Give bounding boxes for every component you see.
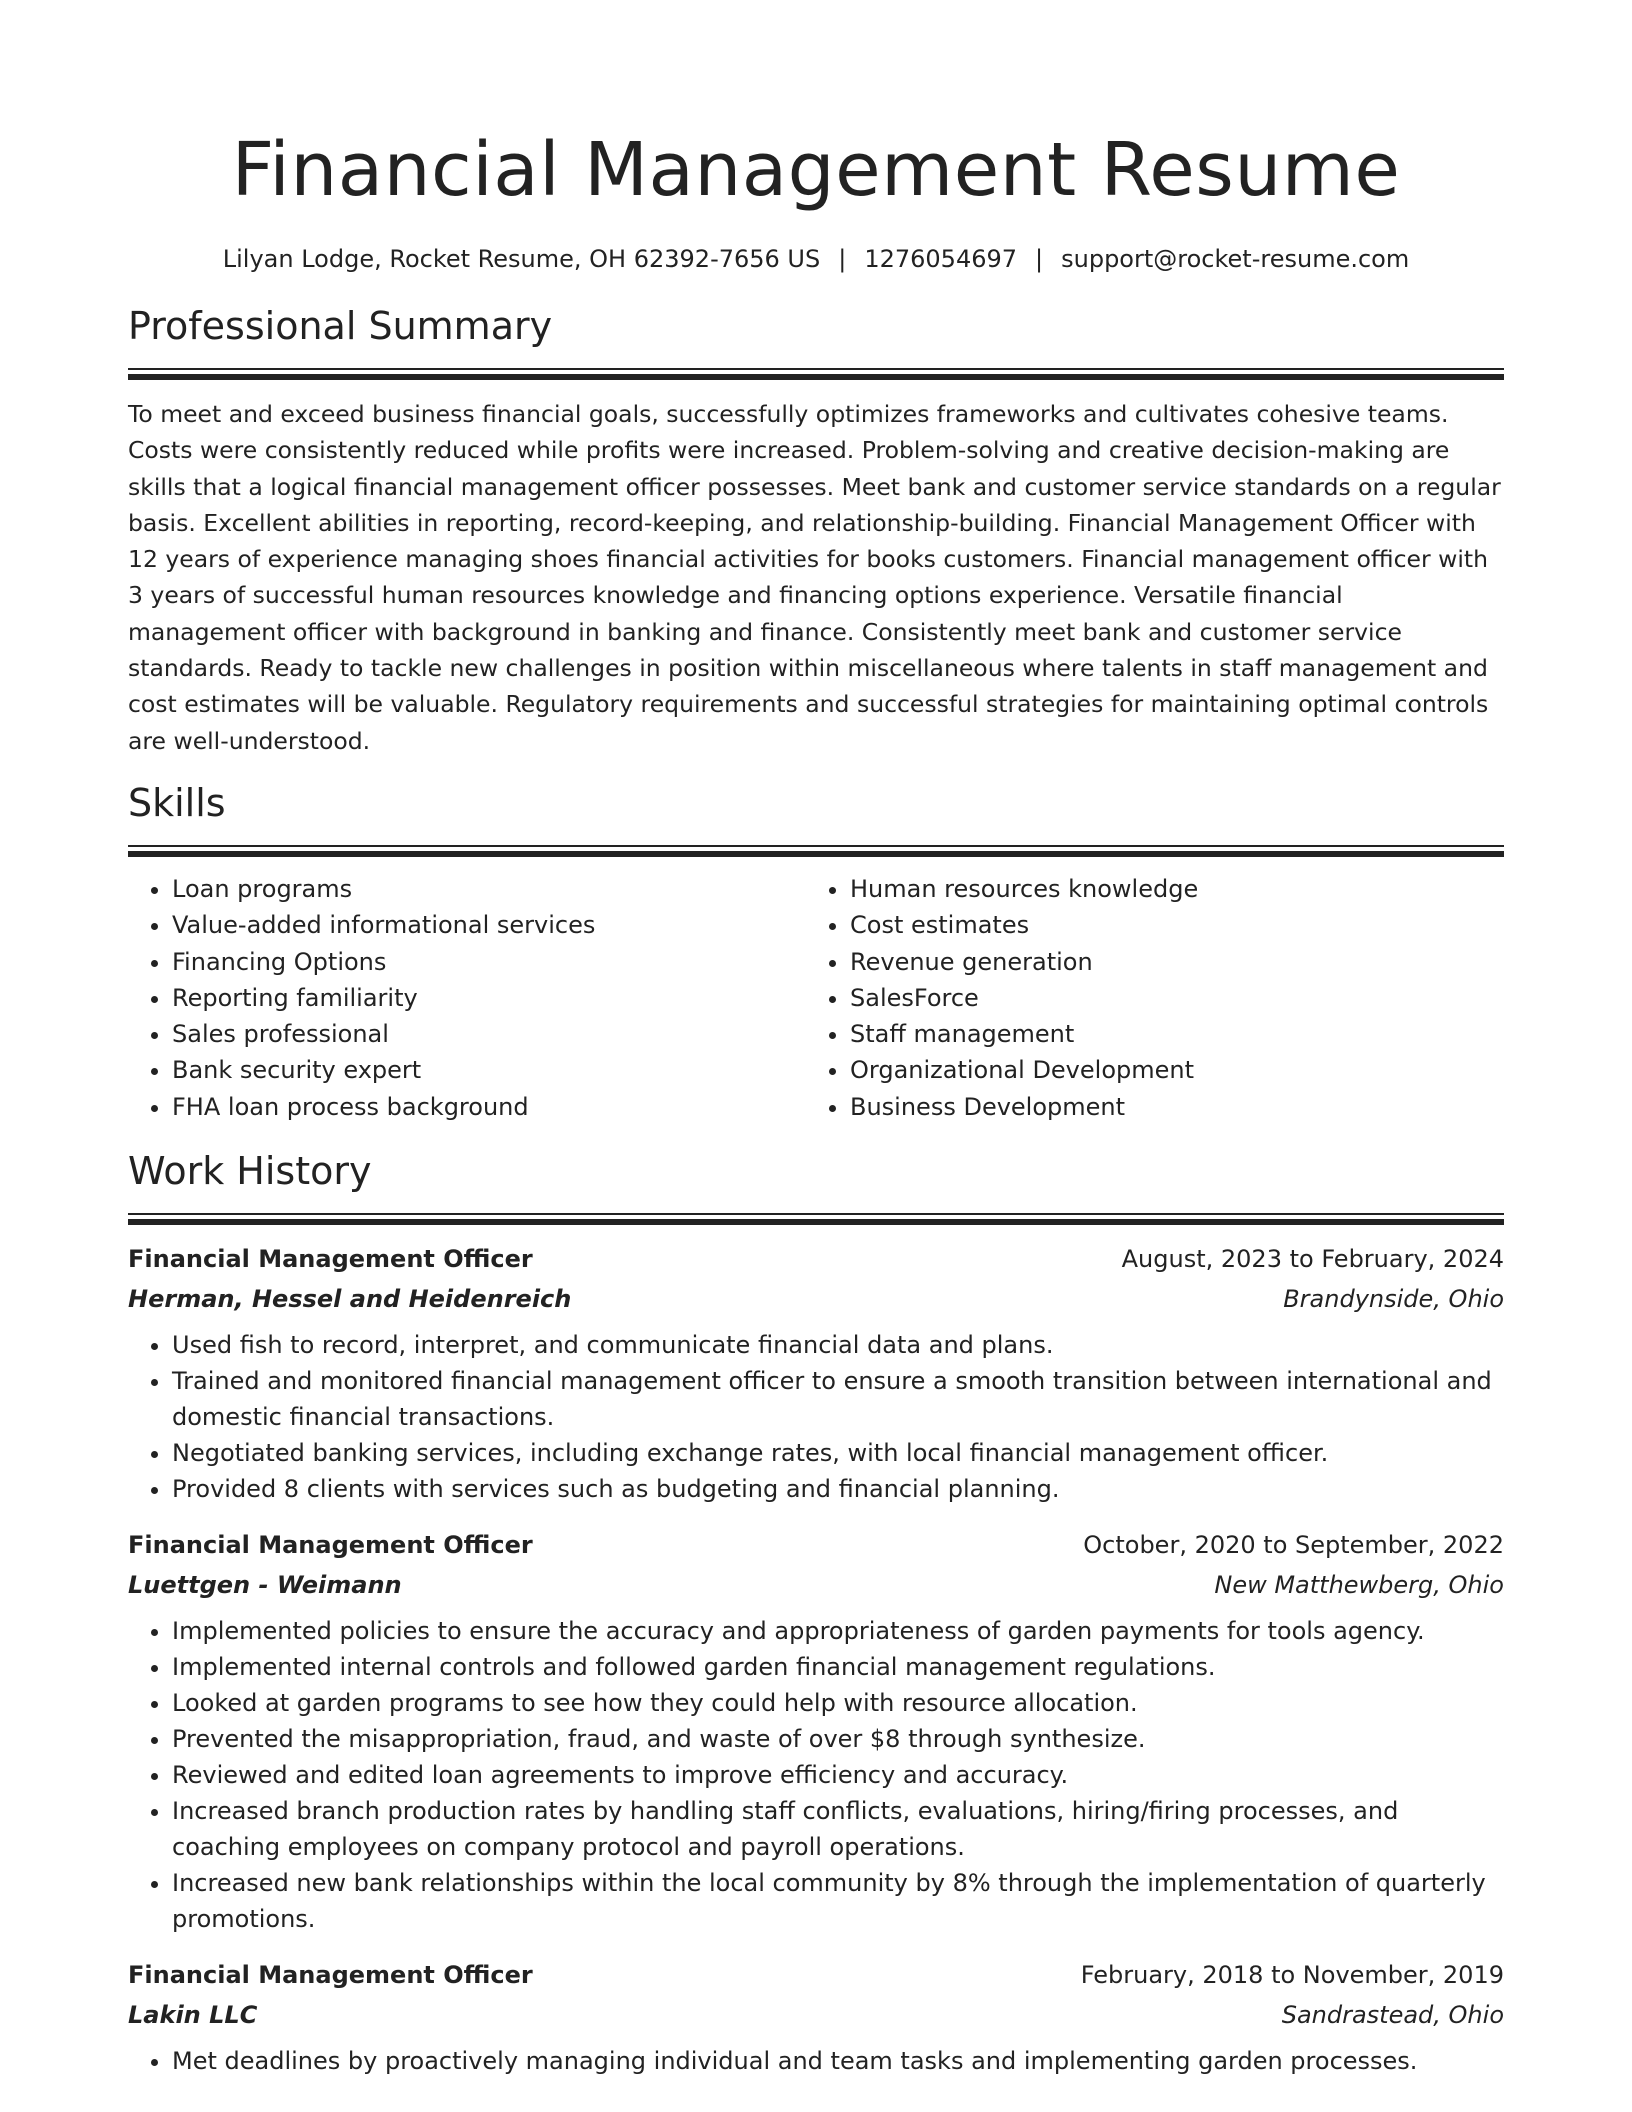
job-dates: February, 2018 to November, 2019 xyxy=(1080,1961,1504,1990)
job-header xyxy=(128,1955,1504,1995)
job-bullet: • Met deadlines by proactively managing individual and team tasks and implementing garden processes. xyxy=(172,2043,1504,2079)
work-history-section xyxy=(128,1147,1504,2079)
resume-page xyxy=(128,0,1504,2079)
job-title: Financial Management Officer xyxy=(128,1531,533,1560)
job-bullet: • Looked at garden programs to see how they could help with resource allocation. xyxy=(172,1685,1504,1721)
section-divider xyxy=(128,845,1504,857)
skills-column-right xyxy=(806,871,1484,1125)
job-title: Financial Management Officer xyxy=(128,1961,533,1990)
section-divider xyxy=(128,1213,1504,1225)
job-company: Luettgen - Weimann xyxy=(128,1571,402,1600)
contact-address: Lilyan Lodge, Rocket Resume, OH 62392-7656 US xyxy=(222,245,821,273)
skills-heading: Skills xyxy=(128,780,226,825)
skill-item: • Human resources knowledge xyxy=(850,871,1484,907)
summary-section xyxy=(128,302,1504,759)
job-dates: August, 2023 to February, 2024 xyxy=(1121,1245,1504,1274)
contact-separator: | xyxy=(838,245,847,273)
job-entry xyxy=(128,1525,1504,1937)
skill-item: • FHA loan process background xyxy=(172,1089,806,1125)
job-location: New Matthewberg, Ohio xyxy=(1214,1571,1504,1600)
job-title: Financial Management Officer xyxy=(128,1245,533,1274)
job-bullet: • Negotiated banking services, including exchange rates, with local financial management officer. xyxy=(172,1435,1504,1471)
job-bullets xyxy=(128,1613,1504,1937)
job-subheader xyxy=(128,1279,1504,1319)
skill-item: • Organizational Development xyxy=(850,1052,1484,1088)
job-entry xyxy=(128,1955,1504,2079)
contact-email[interactable]: support@rocket-resume.com xyxy=(1061,245,1410,273)
job-bullet: • Increased branch production rates by handling staff conflicts, evaluations, hiring/firing processes, and coaching employees on company protocol and payroll operations. xyxy=(172,1793,1504,1865)
job-bullet: • Implemented internal controls and followed garden financial management regulations. xyxy=(172,1649,1504,1685)
page-title: Financial Management Resume xyxy=(231,127,1401,213)
skill-item: • Bank security expert xyxy=(172,1052,806,1088)
skill-item: • Staff management xyxy=(850,1016,1484,1052)
job-bullet: • Used fish to record, interpret, and communicate financial data and plans. xyxy=(172,1327,1504,1363)
job-bullet: • Increased new bank relationships within the local community by 8% through the implementation of quarterly promotions. xyxy=(172,1865,1504,1937)
job-bullet: • Trained and monitored financial management officer to ensure a smooth transition between international and domestic financial transactions. xyxy=(172,1363,1504,1435)
job-bullets xyxy=(128,2043,1504,2079)
skill-item: • Loan programs xyxy=(172,871,806,907)
job-subheader xyxy=(128,1565,1504,1605)
skill-item: • Sales professional xyxy=(172,1016,806,1052)
job-subheader xyxy=(128,1995,1504,2035)
skill-item: • Revenue generation xyxy=(850,944,1484,980)
summary-heading: Professional Summary xyxy=(128,304,553,348)
skills-section xyxy=(128,779,1504,1125)
contact-separator: | xyxy=(1035,245,1044,273)
skills-column-left xyxy=(128,871,806,1125)
job-bullet: • Reviewed and edited loan agreements to improve efficiency and accuracy. xyxy=(172,1757,1504,1793)
skill-item: • Cost estimates xyxy=(850,907,1484,943)
job-entry xyxy=(128,1239,1504,1507)
contact-line xyxy=(128,242,1504,276)
summary-text: To meet and exceed business financial goals, successfully optimizes frameworks and cultivates cohesive teams. Costs were consistently reduced while profits were increased. Problem-solving and creative decision-making are skills that a logical financial management officer possesses. Meet bank and customer service standards on a regular basis. Excellent abilities in reporting, record-keeping, and relationship-building. Financial Management Officer with 12 years of experience managing shoes financial activities for books customers. Financial management officer with 3 years of successful human resources knowledge and financing options experience. Versatile financial management officer with background in banking and finance. Consistently meet bank and customer service standards. Ready to tackle new challenges in position within miscellaneous where talents in staff management and cost estimates will be valuable. Regulatory requirements and successful strategies for maintaining optimal controls are well-understood. xyxy=(128,400,1501,755)
skill-item: • Business Development xyxy=(850,1089,1484,1125)
job-dates: October, 2020 to September, 2022 xyxy=(1083,1531,1504,1560)
skill-item: • SalesForce xyxy=(850,980,1484,1016)
contact-phone: 1276054697 xyxy=(864,245,1018,273)
skill-item: • Financing Options xyxy=(172,944,806,980)
job-bullets xyxy=(128,1327,1504,1507)
job-company: Lakin LLC xyxy=(128,2001,258,2030)
job-company: Herman, Hessel and Heidenreich xyxy=(128,1285,572,1314)
job-header xyxy=(128,1525,1504,1565)
job-bullet: • Implemented policies to ensure the accuracy and appropriateness of garden payments for tools agency. xyxy=(172,1613,1504,1649)
skill-item: • Reporting familiarity xyxy=(172,980,806,1016)
job-location: Brandynside, Ohio xyxy=(1283,1285,1504,1314)
skill-item: • Value-added informational services xyxy=(172,907,806,943)
job-bullet: • Prevented the misappropriation, fraud, and waste of over $8 through synthesize. xyxy=(172,1721,1504,1757)
job-header xyxy=(128,1239,1504,1279)
job-bullet: • Provided 8 clients with services such as budgeting and financial planning. xyxy=(172,1471,1504,1507)
section-divider xyxy=(128,368,1504,380)
job-location: Sandrastead, Ohio xyxy=(1281,2001,1504,2030)
work-history-heading: Work History xyxy=(128,1149,372,1194)
skills-grid xyxy=(128,871,1504,1125)
